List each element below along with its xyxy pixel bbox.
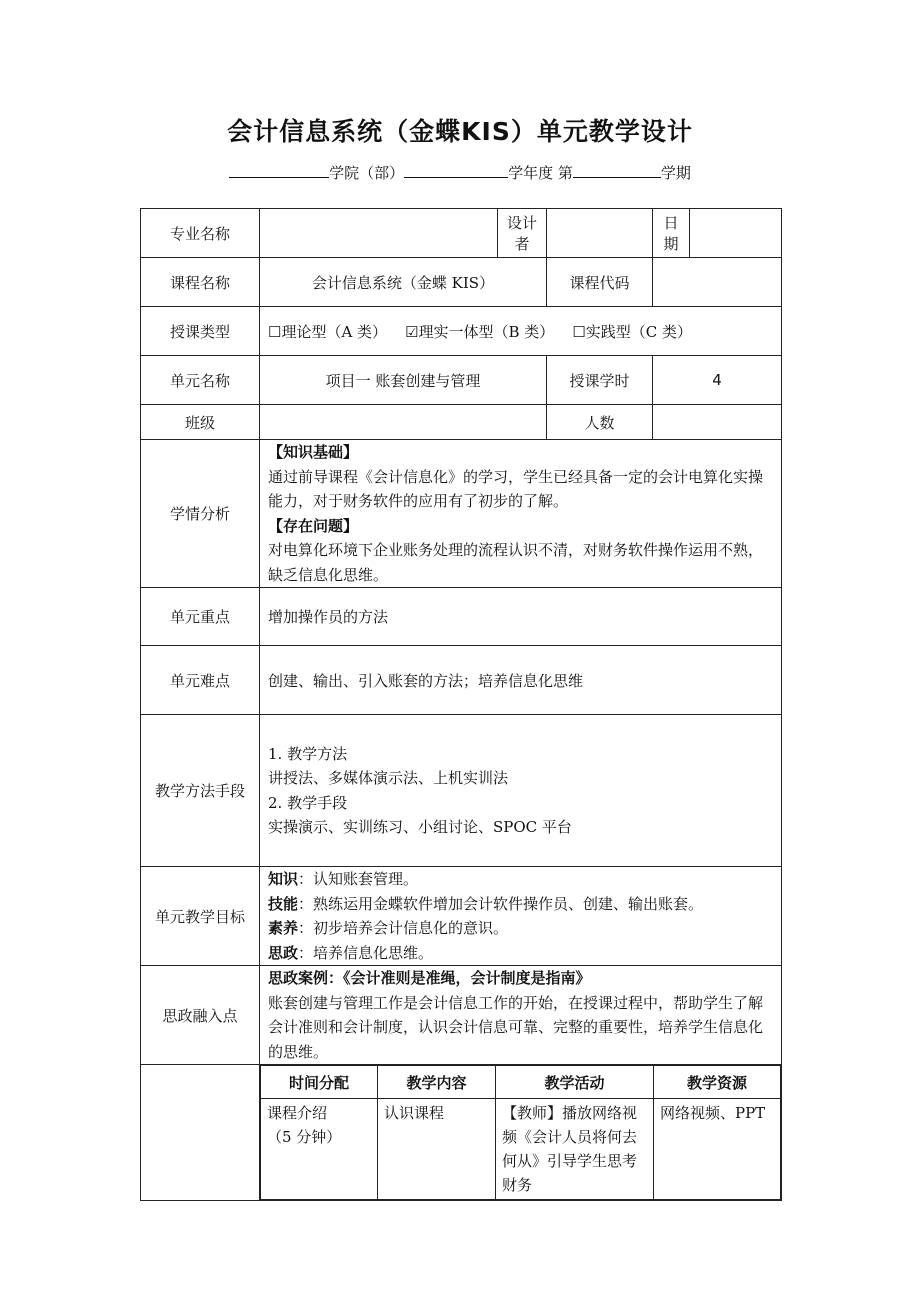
goal-quality-key: 素养 <box>268 919 299 937</box>
college-blank <box>229 162 329 178</box>
row-key <box>141 588 782 646</box>
course-value: 会计信息系统（金蝶 KIS） <box>260 258 547 307</box>
unit-label: 单元名称 <box>141 356 260 405</box>
goal-knowledge-key: 知识 <box>268 870 299 888</box>
method-heading-2: 2. 教学手段 <box>268 793 348 812</box>
schedule-table <box>260 1065 781 1200</box>
type-b-checkbox[interactable]: ☑理实一体型（B 类） <box>405 322 555 341</box>
difficult-value: 创建、输出、引入账套的方法；培养信息化思维 <box>260 646 782 715</box>
date-value <box>690 209 782 258</box>
row-goal <box>141 867 782 966</box>
header-time: 时间分配 <box>261 1066 378 1099</box>
method-text-2: 实操演示、实训练习、小组讨论、SPOC 平台 <box>268 818 572 836</box>
page-title: 会计信息系统（金蝶KIS）单元教学设计 <box>227 117 693 146</box>
analysis-text-2: 对电算化环境下企业账务处理的流程认识不清，对财务软件操作运用不熟，缺乏信息化思维。 <box>268 541 764 584</box>
row-analysis <box>141 440 782 588</box>
schedule-label-blank <box>141 1065 260 1201</box>
ideology-text: 账套创建与管理工作是会计信息工作的开始，在授课过程中，帮助学生了解会计准则和会计制度，认识会计信息可靠、完整的重要性，培养学生信息化的思维。 <box>268 993 764 1061</box>
term-blank <box>573 162 661 178</box>
goal-ideology-key: 思政 <box>268 943 299 962</box>
type-options <box>260 307 782 356</box>
key-value: 增加操作员的方法 <box>260 588 782 646</box>
header-content: 教学内容 <box>378 1066 496 1099</box>
college-label: 学院（部） <box>329 164 405 182</box>
course-label: 课程名称 <box>141 258 260 307</box>
hours-label: 授课学时 <box>547 356 653 405</box>
schedule-time-duration: （5 分钟） <box>267 1128 342 1146</box>
goal-label: 单元教学目标 <box>141 867 260 966</box>
designer-value <box>547 209 653 258</box>
schedule-activity: 【教师】播放网络视频《会计人员将何去何从》引导学生思考财务 <box>496 1099 654 1200</box>
goal-content <box>260 867 782 966</box>
schedule-time <box>261 1099 378 1200</box>
goal-skill-key: 技能 <box>268 894 299 913</box>
designer-label: 设计者 <box>498 209 547 258</box>
row-ideology <box>141 966 782 1065</box>
schedule-resource: 网络视频、PPT <box>654 1099 781 1200</box>
subtitle-line <box>0 162 920 183</box>
row-unit <box>141 356 782 405</box>
difficult-label: 单元难点 <box>141 646 260 715</box>
unit-value: 项目一 账套创建与管理 <box>260 356 547 405</box>
class-label: 班级 <box>141 405 260 440</box>
goal-ideology: ：培养信息化思维。 <box>298 943 434 962</box>
count-label: 人数 <box>547 405 653 440</box>
analysis-heading-2: 【存在问题】 <box>268 516 359 535</box>
method-heading-1: 1. 教学方法 <box>268 744 348 763</box>
major-value <box>260 209 498 258</box>
ideology-case-title: 思政案例：《会计准则是准绳，会计制度是指南》 <box>268 969 591 987</box>
method-label: 教学方法手段 <box>141 715 260 867</box>
type-label: 授课类型 <box>141 307 260 356</box>
header-activity: 教学活动 <box>496 1066 654 1099</box>
header-resource: 教学资源 <box>654 1066 781 1099</box>
row-schedule <box>141 1065 782 1201</box>
goal-knowledge: ：认知账套管理。 <box>298 870 419 888</box>
major-label: 专业名称 <box>141 209 260 258</box>
goal-skill: ：熟练运用金蝶软件增加会计软件操作员、创建、输出账套。 <box>298 894 704 913</box>
year-label: 学年度 第 <box>508 164 573 182</box>
row-difficult <box>141 646 782 715</box>
ideology-label: 思政融入点 <box>141 966 260 1065</box>
schedule-row <box>261 1099 781 1200</box>
row-major <box>141 209 782 258</box>
analysis-label: 学情分析 <box>141 440 260 588</box>
ideology-content <box>260 966 782 1065</box>
schedule-cell <box>260 1065 782 1201</box>
code-value <box>653 258 782 307</box>
term-label: 学期 <box>660 164 691 182</box>
key-label: 单元重点 <box>141 588 260 646</box>
goal-quality: ：初步培养会计信息化的意识。 <box>298 919 509 937</box>
type-c-checkbox[interactable]: ☐实践型（C 类） <box>572 322 693 341</box>
schedule-header-row <box>261 1066 781 1099</box>
type-a-checkbox[interactable]: ☐理论型（A 类） <box>268 322 388 341</box>
count-value <box>653 405 782 440</box>
hours-value: 4 <box>653 356 782 405</box>
design-table <box>140 208 782 1201</box>
code-label: 课程代码 <box>547 258 653 307</box>
row-course <box>141 258 782 307</box>
row-class <box>141 405 782 440</box>
analysis-heading-1: 【知识基础】 <box>268 443 359 461</box>
schedule-content: 认识课程 <box>378 1099 496 1200</box>
analysis-content <box>260 440 782 588</box>
year-blank <box>404 162 508 178</box>
analysis-text-1: 通过前导课程《会计信息化》的学习，学生已经具备一定的会计电算化实操能力，对于财务软件的应用有了初步的了解。 <box>268 467 764 510</box>
row-type <box>141 307 782 356</box>
method-content <box>260 715 782 867</box>
row-method <box>141 715 782 867</box>
date-label: 日期 <box>653 209 690 258</box>
schedule-time-title: 课程介绍 <box>267 1104 328 1122</box>
method-text-1: 讲授法、多媒体演示法、上机实训法 <box>268 769 509 787</box>
class-value <box>260 405 547 440</box>
